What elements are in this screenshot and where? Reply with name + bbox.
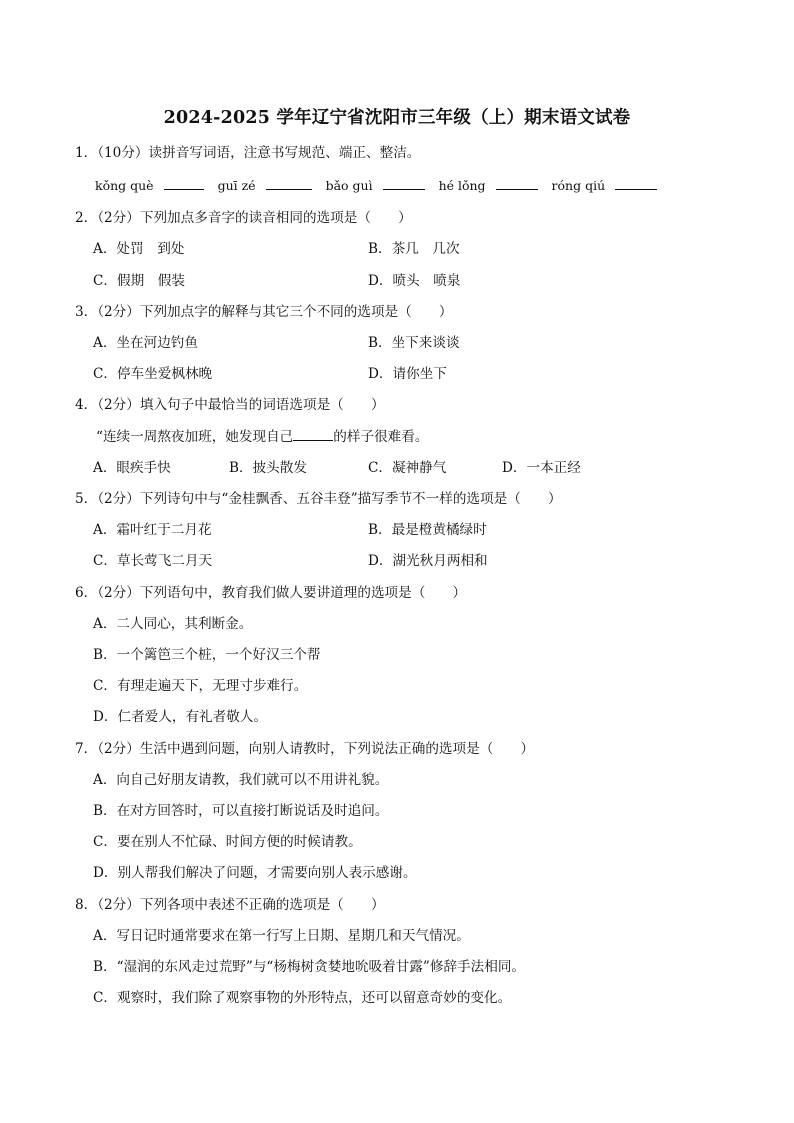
question-4-sentence xyxy=(96,428,428,446)
sentence-end: 的样子很难看。 xyxy=(333,429,429,445)
question-2-stem: 2．（2分）下列加点多音字的读音相同的选项是（ ） xyxy=(75,210,412,226)
question-4-option-b[interactable]: B．披头散发 xyxy=(229,460,307,476)
pinyin-row xyxy=(95,177,667,195)
answer-blank-3[interactable] xyxy=(383,177,425,190)
sentence-start: “连续一周熬夜加班，她发现自己 xyxy=(96,429,294,445)
question-6-option-d[interactable]: D．仁者爱人，有礼者敬人。 xyxy=(93,709,268,725)
question-6-stem: 6．（2分）下列语句中，教育我们做人要讲道理的选项是（ ） xyxy=(75,585,467,601)
question-5-option-b[interactable]: B．最是橙黄橘绿时 xyxy=(368,522,487,538)
question-7-option-d[interactable]: D．别人帮我们解决了问题，才需要向别人表示感谢。 xyxy=(93,865,417,881)
question-5-option-d[interactable]: D．湖光秋月两相和 xyxy=(368,553,488,569)
question-4-option-c[interactable]: C．凝神静气 xyxy=(368,460,447,476)
question-3-option-b[interactable]: B．坐下来谈谈 xyxy=(368,335,460,351)
question-3-option-d[interactable]: D．请你坐下 xyxy=(368,366,447,382)
page-title: 2024-2025 学年辽宁省沈阳市三年级（上）期末语文试卷 xyxy=(163,108,631,128)
sentence-blank[interactable] xyxy=(293,428,333,441)
pinyin-1: kǒng què xyxy=(95,178,154,193)
question-4-option-a[interactable]: A．眼疾手快 xyxy=(93,460,171,476)
question-4-stem: 4．（2分）填入句子中最恰当的词语选项是（ ） xyxy=(75,397,385,413)
question-5-option-c[interactable]: C．草长莺飞二月天 xyxy=(93,553,213,569)
question-3-stem: 3．（2分）下列加点字的解释与其它三个不同的选项是（ ） xyxy=(75,304,453,320)
answer-blank-1[interactable] xyxy=(164,177,204,190)
question-2-option-c[interactable]: C．假期 假装 xyxy=(93,273,185,289)
pinyin-4: hé lǒng xyxy=(438,178,486,193)
question-2-option-d[interactable]: D．喷头 喷泉 xyxy=(368,273,461,289)
question-2-option-a[interactable]: A．处罚 到处 xyxy=(93,241,185,257)
question-8-stem: 8．（2分）下列各项中表述不正确的选项是（ ） xyxy=(75,897,385,913)
question-7-option-a[interactable]: A．向自己好朋友请教，我们就可以不用讲礼貌。 xyxy=(93,772,389,788)
answer-blank-5[interactable] xyxy=(615,177,657,190)
question-8-option-c[interactable]: C．观察时，我们除了观察事物的外形特点，还可以留意奇妙的变化。 xyxy=(93,990,512,1006)
question-5-stem: 5．（2分）下列诗句中与“金桂飘香、五谷丰登”描写季节不一样的选项是（ ） xyxy=(75,491,562,507)
question-5-option-a[interactable]: A．霜叶红于二月花 xyxy=(93,522,212,538)
question-7-option-c[interactable]: C．要在别人不忙碌、时间方便的时候请教。 xyxy=(93,834,362,850)
pinyin-5: róng qiú xyxy=(551,178,606,193)
question-1-stem: 1．（10分）读拼音写词语，注意书写规范、端正、整洁。 xyxy=(75,145,421,161)
question-3-option-c[interactable]: C．停车坐爱枫林晚 xyxy=(93,366,213,382)
pinyin-2: guī zé xyxy=(217,178,256,193)
question-7-stem: 7．（2分）生活中遇到问题，向别人请教时，下列说法正确的选项是（ ） xyxy=(75,741,535,757)
question-8-option-b[interactable]: B．“湿润的东风走过荒野”与“杨梅树贪婪地吮吸着甘露”修辞手法相同。 xyxy=(93,959,526,975)
question-2-option-b[interactable]: B．茶几 几次 xyxy=(368,241,460,257)
pinyin-3: bǎo guì xyxy=(325,178,373,193)
question-6-option-c[interactable]: C．有理走遍天下，无理寸步难行。 xyxy=(93,678,308,694)
question-6-option-b[interactable]: B．一个篱笆三个桩，一个好汉三个帮 xyxy=(93,647,321,663)
answer-blank-4[interactable] xyxy=(496,177,538,190)
question-8-option-a[interactable]: A．写日记时通常要求在第一行写上日期、星期几和天气情况。 xyxy=(93,928,470,944)
question-6-option-a[interactable]: A．二人同心，其利断金。 xyxy=(93,616,253,632)
question-4-option-d[interactable]: D．一本正经 xyxy=(502,460,581,476)
answer-blank-2[interactable] xyxy=(266,177,312,190)
question-7-option-b[interactable]: B．在对方回答时，可以直接打断说话及时追问。 xyxy=(93,803,389,819)
question-3-option-a[interactable]: A．坐在河边钓鱼 xyxy=(93,335,198,351)
